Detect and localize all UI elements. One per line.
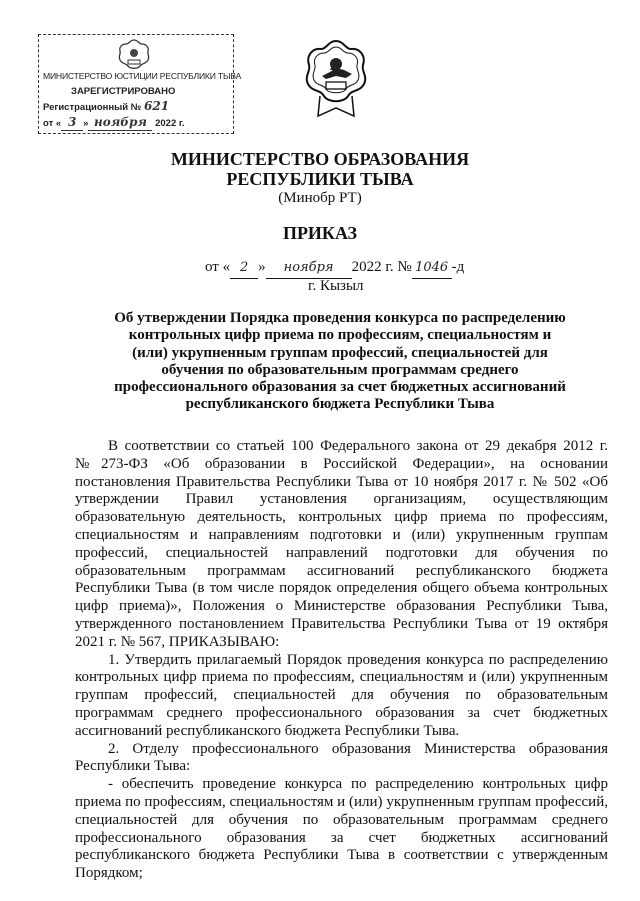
stamp-registered-line: ЗАРЕГИСТРИРОВАНО <box>71 86 176 97</box>
order-title: Об утверждении Порядка проведения конкурса по распределению контрольных цифр приема по профессиям, специальностям и (или) укрупненным группам профессий, специальностей для обучения по образовательным программам среднего профессионального образования за счет бюджетных ассигнований республиканского бюджета Республики Тыва <box>114 310 566 413</box>
order-date-number-line: от « 2 » ноября 2022 г. № 1046 -д <box>205 257 525 279</box>
order-year-label: 2022 г. № <box>351 259 412 275</box>
republic-emblem-icon <box>300 38 372 122</box>
body-paragraph-item-1: 1. Утвердить прилагаемый Порядок проведения конкурса по распределению контрольных цифр приема по профессиям, специальностям и (или) укрупненным группам профессий, специальностей для обучения по образовательным программам среднего профессионального образования за счет бюджетных ассигнований республиканского бюджета Республики Тыва. <box>75 651 608 739</box>
stamp-reg-label: Регистрационный № <box>43 102 142 113</box>
ministry-name-line2: РЕСПУБЛИКИ ТЫВА <box>226 169 414 189</box>
stamp-emblem-icon <box>117 38 151 70</box>
stamp-ministry-line: МИНИСТЕРСТВО ЮСТИЦИИ РЕСПУБЛИКИ ТЫВА <box>43 71 242 81</box>
ministry-name-line1: МИНИСТЕРСТВО ОБРАЗОВАНИЯ <box>170 149 470 169</box>
document-type: ПРИКАЗ <box>282 223 358 243</box>
order-number-suffix: -д <box>451 259 465 275</box>
order-from-label: от « <box>205 259 231 275</box>
registration-stamp <box>38 34 242 134</box>
stamp-date-year: 2022 г. <box>155 118 185 129</box>
order-month: ноября <box>266 258 352 279</box>
stamp-date-prefix: от « <box>43 118 62 129</box>
stamp-reg-number: 621 <box>144 99 170 113</box>
order-city: г. Кызыл <box>308 278 364 294</box>
stamp-date-day: 3 <box>61 115 83 131</box>
body-paragraph-item-2-bullet: - обеспечить проведение конкурса по распределению контрольных цифр приема по профессиям, специальностям и (или) укрупненным группам профессий, специальностей для обучения по образовательным программам среднего профессионального образования за счет бюджетных ассигнований республиканского бюджета Республики Тыва в соответствии с утвержденным Порядком; <box>75 776 608 882</box>
body-paragraph-item-2: 2. Отделу профессионального образования Министерства образования Республики Тыва: <box>75 740 608 775</box>
ministry-short-name: (Минобр РТ) <box>278 190 362 206</box>
body-paragraph-preamble: В соответствии со статьей 100 Федерального закона от 29 декабря 2012 г. №273-ФЗ «Об образовании в Российской Федерации», на основании постановления Правительства Республики Тыва от 10 ноября 2017 г. № 502 «Об утверждении Правил установления организациям, осуществляющим образовательную деятельность, контрольных цифр приема по профессиям, специальностям и направлениям подготовки и (или) укрупненным группам профессий, специальностей направлений подготовки для обучения по образовательным программам ассигнований республиканского бюджета Республики Тыва (в том числе порядок определения общего объема контрольных цифр приема)», Положения о Министерстве образования Республики Тыва, утвержденного постановлением Правительства Республики Тыва от 19 октября 2021 г. № 567, ПРИКАЗЫВАЮ: <box>75 438 608 650</box>
order-body <box>75 438 608 883</box>
order-day: 2 <box>230 258 258 279</box>
stamp-date-month: ноября <box>88 115 152 131</box>
order-number: 1046 <box>412 258 452 279</box>
stamp-reg-line <box>43 99 229 115</box>
stamp-date-line: от « 3 » ноября 2022 г. <box>43 115 185 129</box>
